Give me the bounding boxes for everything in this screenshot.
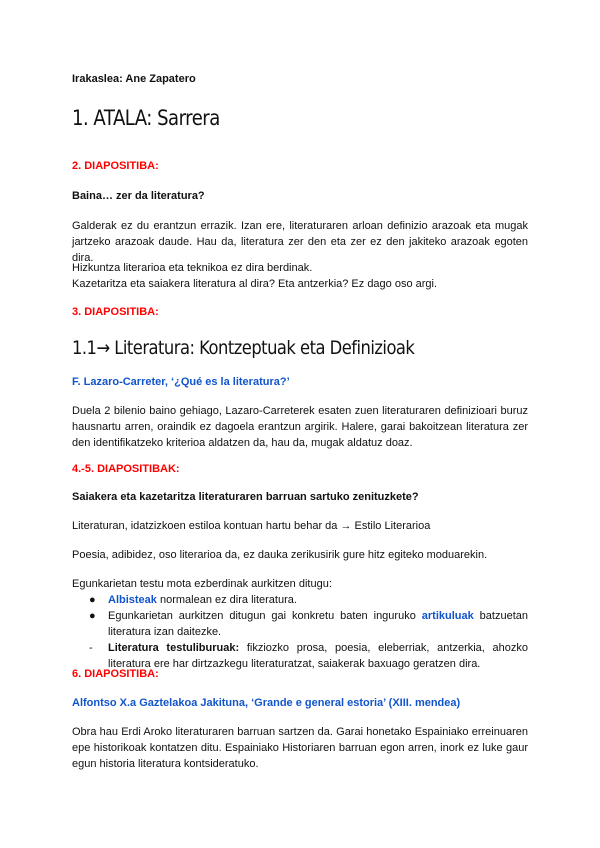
keyword-testuliburuak: Literatura testuliburuak: bbox=[108, 642, 240, 654]
slide-6-source: Alfontso X.a Gaztelakoa Jakituna, ‘Grande e general estoria’ (XIII. mendea) bbox=[72, 697, 461, 709]
slide-3-source: F. Lazaro-Carreter, ‘¿Qué es la literatura?’ bbox=[72, 376, 290, 388]
slide-2-paragraph: Galderak ez du erantzun errazik. Izan ere, literaturaren arloan definizio arazoak eta mugak jartzeko arazoak daude. Hau da, literatura zer den eta zer ez den jakiteko arazoak egoten dira. bbox=[72, 220, 528, 264]
list-item bbox=[72, 592, 528, 608]
bullet-marker: ● bbox=[89, 594, 96, 606]
list-item-text: Egunkarietan aurkitzen ditugun gai konkretu baten inguruko bbox=[108, 610, 422, 622]
list-item-text: fikziozko prosa, poesia, eleberriak, antzerkia, ahozko literatura ere har dirtzazkegu literaturatzat, saiakerak baxuago geratzen dira. bbox=[108, 642, 528, 670]
slides-4-5-label: 4.-5. DIAPOSITIBAK: bbox=[72, 463, 180, 475]
dash-marker: - bbox=[89, 642, 93, 654]
chapter-title: 1. ATALA: Sarrera bbox=[72, 106, 220, 130]
slide-2-question: Baina… zer da literatura? bbox=[72, 190, 205, 202]
slide-3-label: 3. DIAPOSITIBA: bbox=[72, 306, 159, 318]
list-item-text: batzuetan literatura izan daitezke. bbox=[108, 610, 528, 638]
slides-4-5-question: Saiakera eta kazetaritza literaturaren barruan sartuko zenituzkete? bbox=[72, 491, 419, 503]
keyword-albisteak: Albisteak bbox=[108, 594, 157, 606]
section-title: 1.1→ Literatura: Kontzeptuak eta Definizioak bbox=[72, 337, 415, 359]
teacher-name: Irakaslea: Ane Zapatero bbox=[72, 73, 196, 85]
keyword-artikuluak: artikuluak bbox=[421, 610, 474, 622]
bullet-marker: ● bbox=[89, 610, 96, 622]
slide-3-paragraph: Duela 2 bilenio baino gehiago, Lazaro-Carreterek esaten zuen literaturaren definizioari buruz hausnartu arren, oraindik ez dagoela erantzun argirik. Halere, garai bakoitzean literatura zer den identifikatzeko kriterioa aldatzen da, hau da, mugak aldatuz doaz. bbox=[72, 405, 528, 449]
slide-6-paragraph: Obra hau Erdi Aroko literaturaren barruan sartzen da. Garai honetako Espainiako erreinuaren epe historikoak kontatzen ditu. Espainiako Historiaren barruan egon arren, inork ez luke gaur egun historia literatura kontsideratuko. bbox=[72, 726, 528, 770]
text-types-list bbox=[72, 592, 528, 672]
list-item-text: normalean ez dira literatura. bbox=[156, 594, 297, 606]
slide-2-label: 2. DIAPOSITIBA: bbox=[72, 160, 159, 172]
slides-4-5-intro: Egunkarietan testu mota ezberdinak aurkitzen ditugu: bbox=[72, 578, 332, 590]
slides-4-5-line-1: Literaturan, idatzizkoen estiloa kontuan hartu behar da → Estilo Literarioa bbox=[72, 520, 431, 532]
slide-2-line-3: Kazetaritza eta saiakera literatura al dira? Eta antzerkia? Ez dago oso argi. bbox=[72, 278, 438, 290]
slide-6-label: 6. DIAPOSITIBA: bbox=[72, 668, 159, 680]
slide-2-line-2: Hizkuntza literarioa eta teknikoa ez dira berdinak. bbox=[72, 262, 313, 274]
list-item bbox=[72, 608, 528, 640]
slides-4-5-line-2: Poesia, adibidez, oso literarioa da, ez dauka zerikusirik gure hitz egiteko moduarekin. bbox=[72, 549, 488, 561]
